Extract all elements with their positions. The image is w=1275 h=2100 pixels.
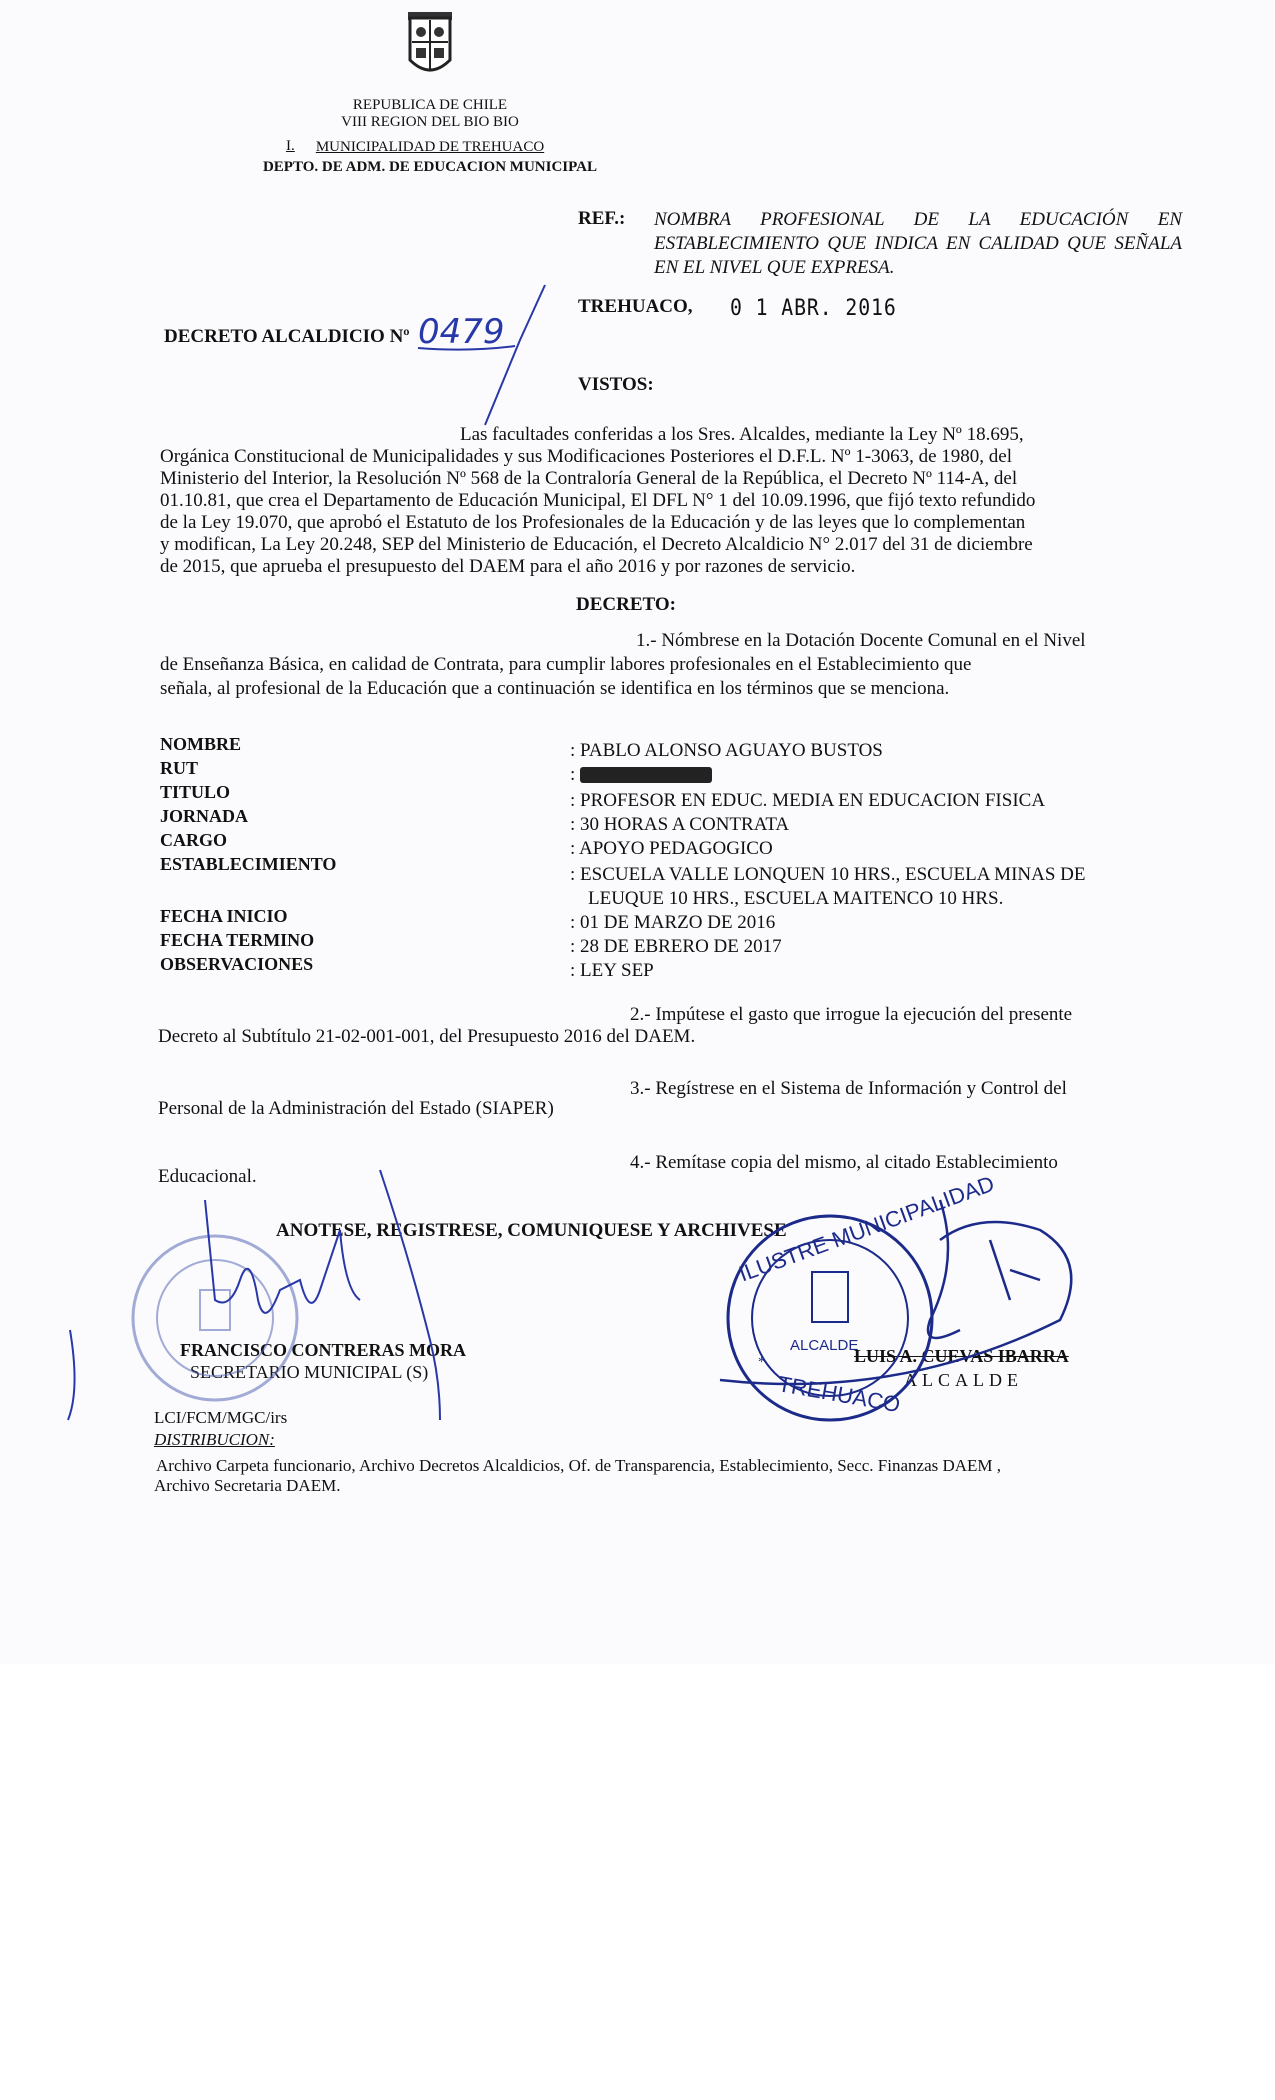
header-prefix: I.	[286, 138, 295, 154]
distribution-line: Archivo Carpeta funcionario, Archivo Decretos Alcaldicios, Of. de Transparencia, Establecimiento, Secc. Finanzas DAEM ,	[156, 1456, 1002, 1475]
item4-line1: 4.- Remítase copia del mismo, al citado Establecimiento	[630, 1152, 1058, 1173]
item1-line: 1.- Nómbrese en la Dotación Docente Comunal en el Nivel	[636, 630, 1086, 651]
field-label: ESTABLECIMIENTO	[160, 854, 337, 874]
header-region: VIII REGION DEL BIO BIO	[341, 114, 519, 130]
vistos-line: de la Ley 19.070, que aprobó el Estatuto de los Profesionales de la Educación y de las leyes que lo complementan	[160, 512, 1026, 533]
municipal-crest-icon	[400, 8, 460, 92]
field-value: : APOYO PEDAGOGICO	[570, 838, 773, 859]
decreto-title: DECRETO:	[576, 594, 676, 615]
distribution-line: Archivo Secretaria DAEM.	[154, 1476, 341, 1495]
stamp-top-text: ILUSTRE MUNICIPALIDAD	[735, 1170, 998, 1287]
left-signatory-title: SECRETARIO MUNICIPAL (S)	[190, 1362, 429, 1382]
field-value: : LEY SEP	[570, 960, 654, 981]
item1-line: señala, al profesional de la Educación que a continuación se identifica en los términos que se menciona.	[160, 678, 950, 699]
field-label: TITULO	[160, 782, 231, 802]
field-label: RUT	[160, 758, 199, 778]
field-label: OBSERVACIONES	[160, 954, 314, 974]
left-signatory-name: FRANCISCO CONTRERAS MORA	[180, 1340, 467, 1360]
item2-line2: Decreto al Subtítulo 21-02-001-001, del Presupuesto 2016 del DAEM.	[158, 1026, 696, 1047]
header-municipality: MUNICIPALIDAD DE TREHUACO	[315, 139, 545, 155]
header-country: REPUBLICA DE CHILE	[352, 97, 508, 113]
vistos-line: Las facultades conferidas a los Sres. Alcaldes, mediante la Ley Nº 18.695,	[460, 424, 1024, 445]
field-label: NOMBRE	[160, 734, 241, 754]
field-value: :	[570, 764, 576, 785]
field-label: FECHA TERMINO	[160, 930, 315, 950]
svg-text:*: *	[758, 1355, 765, 1370]
blank-area	[0, 1664, 1275, 2100]
vistos-line: y modifican, La Ley 20.248, SEP del Ministerio de Educación, el Decreto Alcaldicio N° 2.017 del 31 de diciembre	[160, 534, 1033, 555]
vistos-line: 01.10.81, que crea el Departamento de Educación Municipal, El DFL N° 1 del 10.09.1996, que fijó texto refundido	[160, 490, 1036, 511]
field-value: : 28 DE EBRERO DE 2017	[570, 936, 782, 957]
place-label: TREHUACO,	[578, 296, 693, 317]
header-department: DEPTO. DE ADM. DE EDUCACION MUNICIPAL	[262, 159, 598, 175]
right-signatory-name: LUIS A. CUEVAS IBARRA	[854, 1346, 1069, 1366]
field-value: : 01 DE MARZO DE 2016	[570, 912, 776, 933]
right-signatory-title: ALCALDE	[904, 1370, 1023, 1390]
ref-label: REF.:	[578, 208, 626, 229]
vistos-line: Ministerio del Interior, la Resolución Nº 568 de la Contraloría General de la República, el Decreto Nº 114-A, del	[160, 468, 1018, 489]
vistos-line: Orgánica Constitucional de Municipalidades y sus Modificaciones Posteriores el D.F.L. Nº 1-3063, de 1980, del	[160, 446, 1013, 467]
field-value: : 30 HORAS A CONTRATA	[570, 814, 790, 835]
field-value: LEUQUE 10 HRS., ESCUELA MAITENCO 10 HRS.	[588, 888, 1004, 909]
initials: LCI/FCM/MGC/irs	[154, 1408, 288, 1427]
field-label: CARGO	[160, 830, 227, 850]
closing-text: ANOTESE, REGISTRESE, COMUNIQUESE Y ARCHIVESE	[276, 1220, 787, 1241]
item2-line1: 2.- Impútese el gasto que irrogue la ejecución del presente	[630, 1004, 1073, 1025]
field-value: : PROFESOR EN EDUC. MEDIA EN EDUCACION FISICA	[570, 790, 1046, 811]
item3-line1: 3.- Regístrese en el Sistema de Información y Control del	[630, 1078, 1067, 1099]
field-label: FECHA INICIO	[160, 906, 288, 926]
field-label: JORNADA	[160, 806, 248, 826]
field-value: : PABLO ALONSO AGUAYO BUSTOS	[570, 740, 883, 761]
vistos-line: de 2015, que aprueba el presupuesto del DAEM para el año 2016 y por razones de servicio.	[160, 556, 856, 577]
ref-text: NOMBRA PROFESIONAL DE LA EDUCACIÓN EN ESTABLECIMIENTO QUE INDICA EN CALIDAD QUE SEÑALA EN EL NIVEL QUE EXPRESA.	[654, 209, 1182, 278]
stamp-bottom-text: TREHUACO	[776, 1371, 903, 1418]
decree-label: DECRETO ALCALDICIO Nº	[164, 326, 410, 347]
redacted-rut	[580, 767, 712, 783]
field-value: : ESCUELA VALLE LONQUEN 10 HRS., ESCUELA MINAS DE	[570, 864, 1086, 885]
item1-line: de Enseñanza Básica, en calidad de Contrata, para cumplir labores profesionales en el Establecimiento que	[160, 654, 972, 675]
stamp-middle-text: ALCALDE	[790, 1337, 859, 1354]
vistos-title: VISTOS:	[578, 374, 654, 395]
decree-number-handwritten: 0479	[418, 312, 505, 352]
item4-line2: Educacional.	[158, 1166, 257, 1187]
distribution-title: DISTRIBUCION:	[154, 1430, 275, 1449]
item3-line2: Personal de la Administración del Estado (SIAPER)	[158, 1098, 554, 1119]
date-stamp: 0 1 ABR. 2016	[730, 296, 897, 321]
